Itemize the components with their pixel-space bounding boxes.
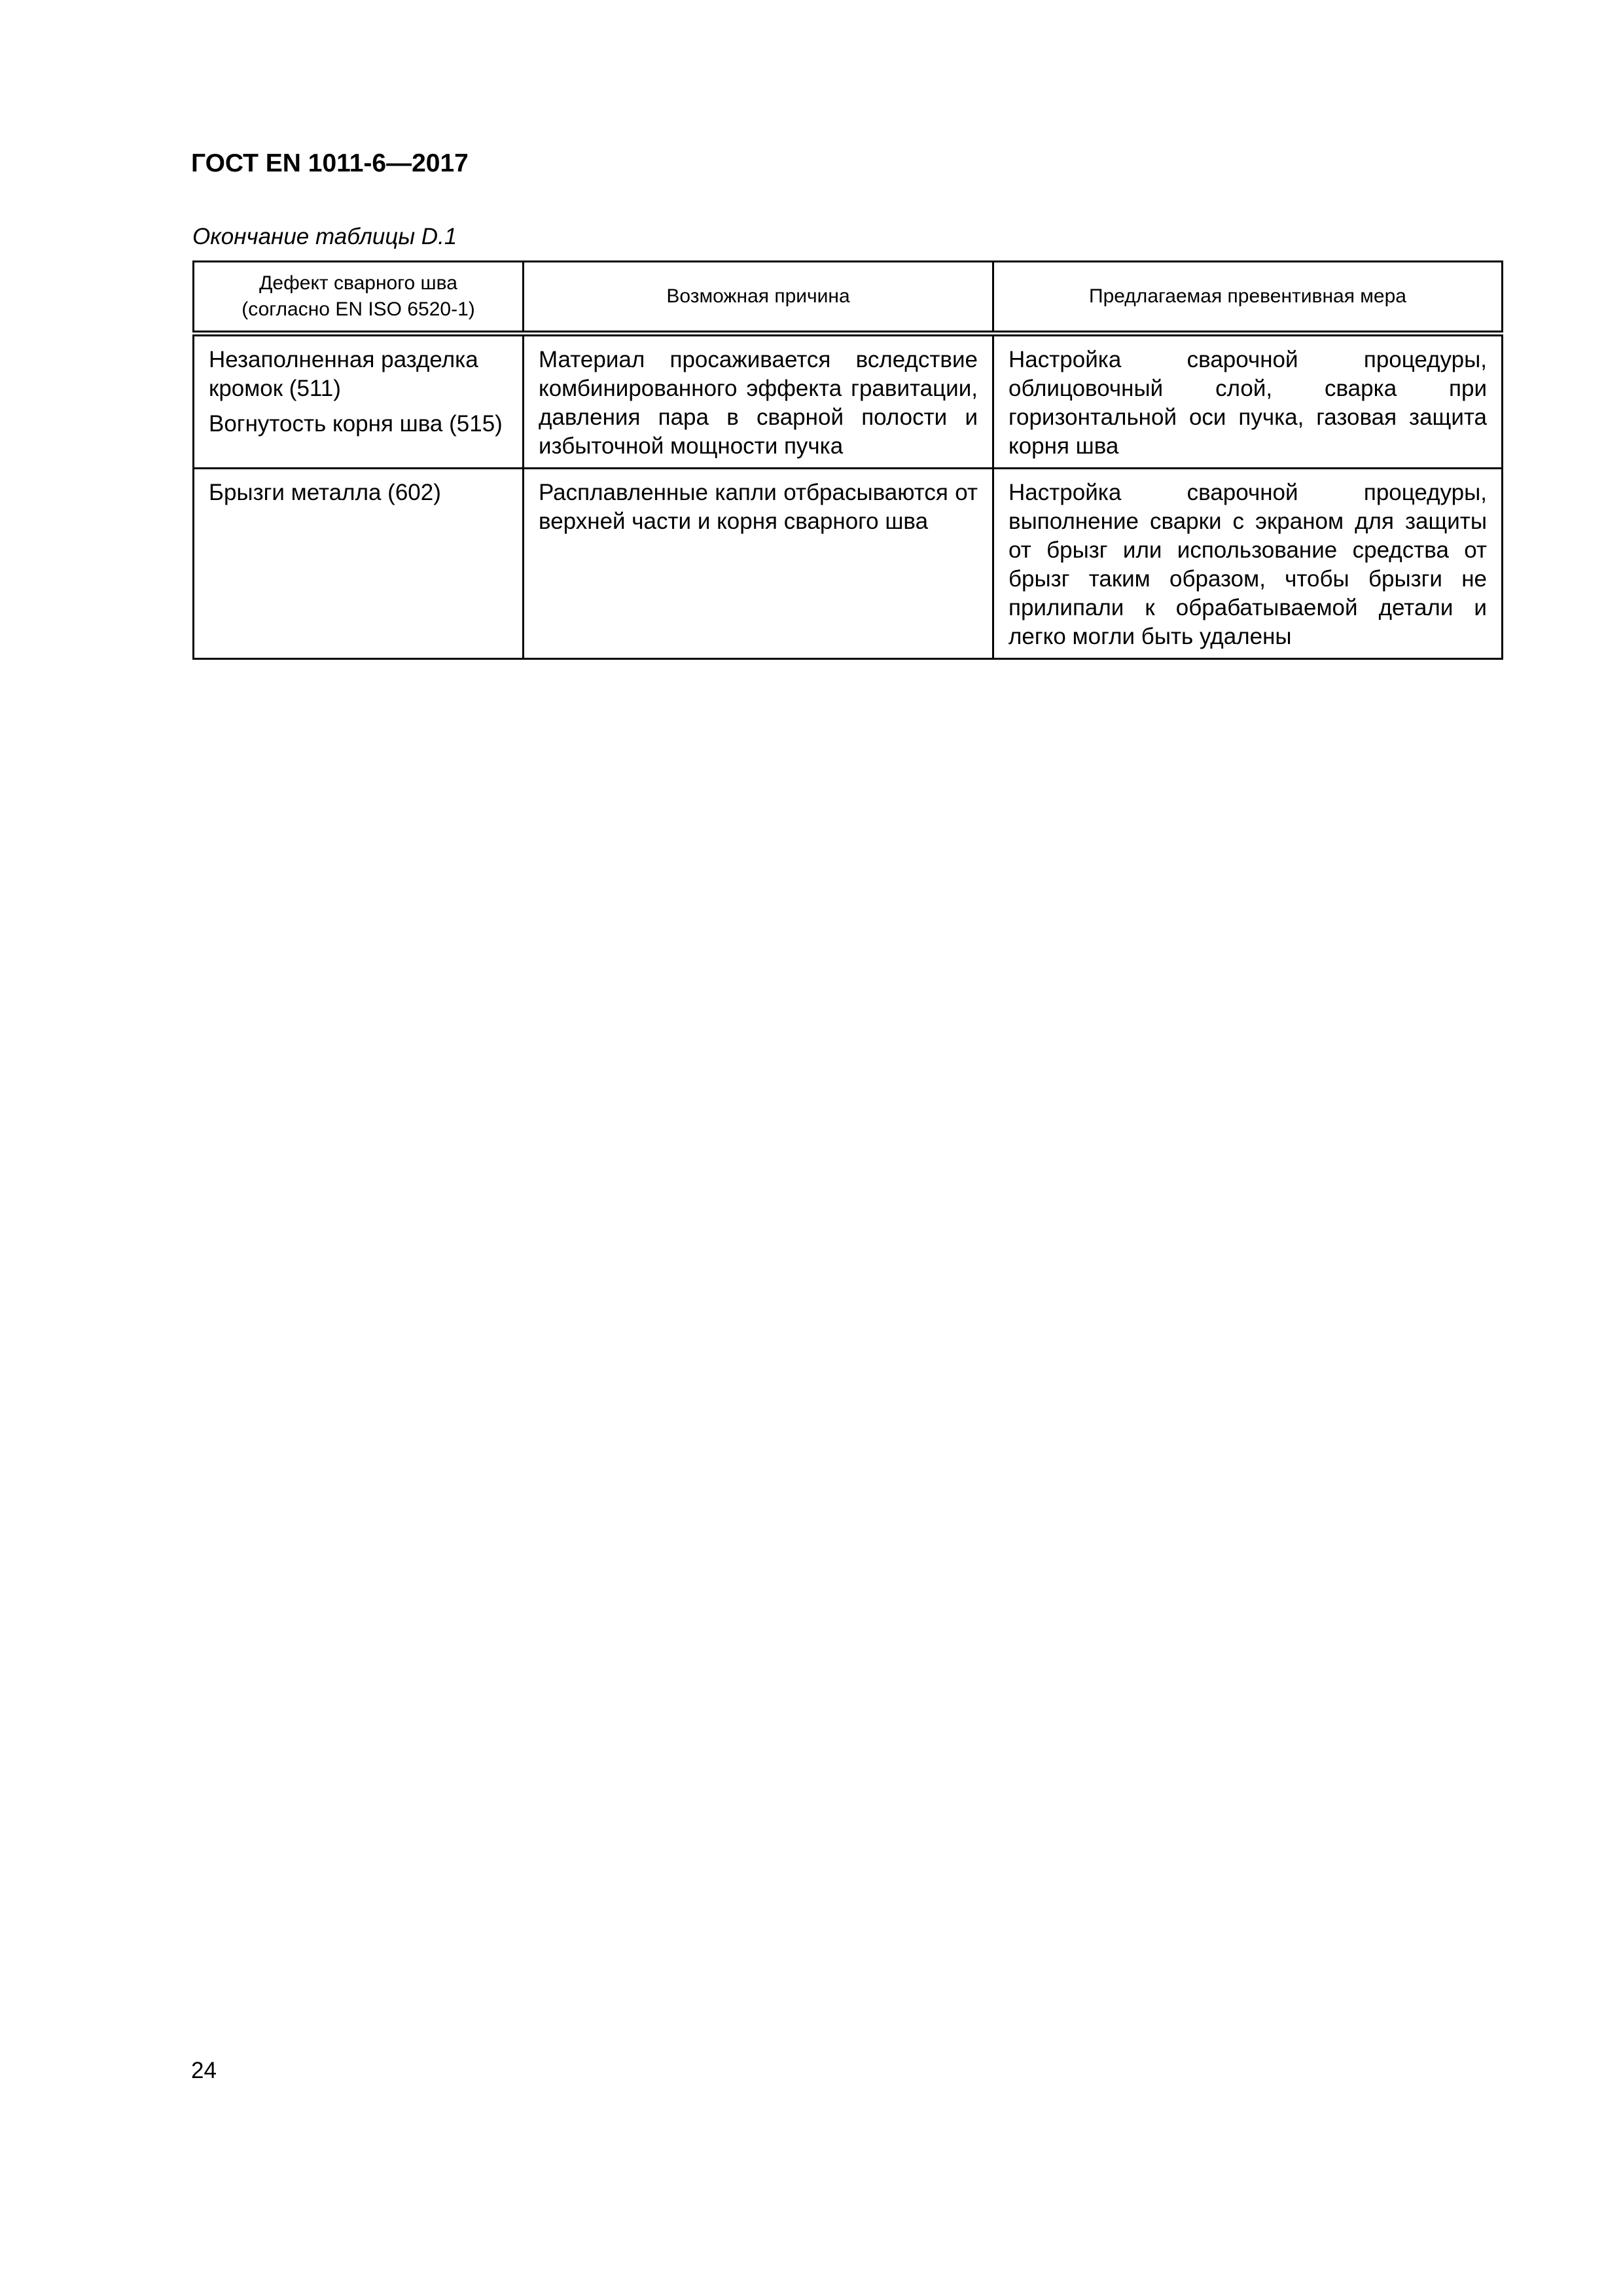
defect-text: Брызги металла (602) <box>209 480 441 505</box>
measure-cell <box>993 334 1503 469</box>
column-header-cause-label: Возможная причина <box>666 285 850 307</box>
column-header-measure-label: Предлагаемая превентивная мера <box>1089 285 1406 307</box>
document-code: ГОСТ EN 1011-6—2017 <box>191 149 469 177</box>
table-header-row <box>194 262 1503 334</box>
defect-text: Вогнутость корня шва (515) <box>209 411 503 437</box>
page-number: 24 <box>191 2058 217 2083</box>
measure-text: Настройка сварочной процедуры, облицовочный слой, сварка при горизонтальной оси пучка, газовая защита корня шва <box>1008 347 1487 459</box>
column-header-defect <box>194 262 524 334</box>
cause-cell <box>524 334 993 469</box>
table-row <box>194 469 1503 659</box>
cause-cell <box>524 469 993 659</box>
defect-cell <box>194 334 524 469</box>
defect-text: Незаполненная разделка кромок (511) <box>209 347 478 401</box>
column-header-defect-line1: Дефект сварного шва <box>259 272 457 294</box>
column-header-defect-line2: (согласно EN ISO 6520-1) <box>241 298 475 320</box>
defect-cell <box>194 469 524 659</box>
table-caption: Окончание таблицы D.1 <box>192 224 457 249</box>
measure-cell <box>993 469 1503 659</box>
column-header-cause <box>524 262 993 334</box>
measure-text: Настройка сварочной процедуры, выполнение сварки с экраном для защиты от брызг или использование средства от брызг таким образом, чтобы брызги не прилипали к обрабатываемой детали и легко могли быть удалены <box>1008 480 1487 649</box>
table-row <box>194 334 1503 469</box>
cause-text: Расплавленные капли отбрасываются от верхней части и корня сварного шва <box>539 480 978 534</box>
defects-table <box>192 260 1503 660</box>
cause-text: Материал просаживается вследствие комбинированного эффекта гравитации, давления пара в сварной полости и избыточной мощности пучка <box>539 347 978 459</box>
column-header-measure <box>993 262 1503 334</box>
